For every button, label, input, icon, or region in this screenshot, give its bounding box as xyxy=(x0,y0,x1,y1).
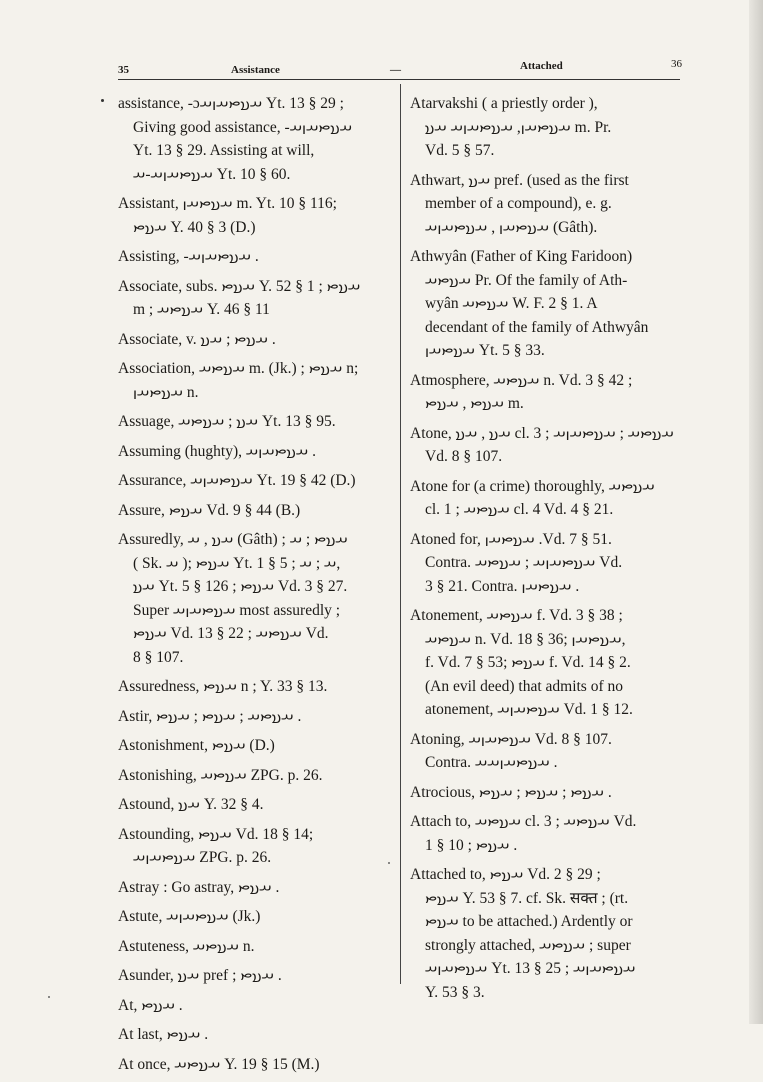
dictionary-entry xyxy=(118,328,396,352)
dictionary-entry xyxy=(118,793,396,817)
entry-continuation: 1 § 10 ; 𐬀𐬯𐬙 . xyxy=(425,836,518,854)
entry-continuation: 3 § 21. Contra. 𐬀𐬯𐬙𐬀𐬥 . xyxy=(425,577,580,595)
ink-speck xyxy=(388,862,390,864)
entry-continuation: 𐬀𐬯𐬙𐬀𐬥 n. xyxy=(133,383,199,401)
entry-continuation: Y. 53 § 3. xyxy=(425,983,485,1001)
entry-continuation: Giving good assistance, -𐬀𐬯𐬙𐬀𐬥𐬀 xyxy=(133,118,353,136)
entry-headline: Astonishment, 𐬀𐬯𐬙 (D.) xyxy=(118,737,275,754)
dictionary-entry xyxy=(410,245,685,363)
page-number-right: 36 xyxy=(671,58,682,70)
entry-continuation: decendant of the family of Athwyân xyxy=(425,318,649,336)
dictionary-entry xyxy=(410,422,685,469)
dictionary-entry xyxy=(118,528,396,669)
entry-headline: Atone for (a crime) thoroughly, 𐬀𐬯𐬙𐬀 xyxy=(410,477,655,495)
entry-headline: Athwart, 𐬀𐬯 pref. (used as the first xyxy=(410,171,629,189)
header-rule xyxy=(118,79,680,80)
entry-continuation: 𐬀𐬯 Yt. 5 § 126 ; 𐬀𐬯𐬙 Vd. 3 § 27. xyxy=(133,578,348,595)
entry-headline: Astuteness, 𐬀𐬯𐬙𐬀 n. xyxy=(118,937,255,955)
dictionary-entry xyxy=(118,245,396,269)
entry-headline: Assuage, 𐬀𐬯 ; 𐬀𐬯𐬙𐬀 Yt. 13 § 95. xyxy=(118,413,336,430)
entry-continuation: 8 § 107. xyxy=(133,648,184,666)
entry-continuation: Vd. 8 § 107. xyxy=(425,448,503,465)
dictionary-entry xyxy=(410,863,685,1004)
page-number-left: 35 xyxy=(118,64,129,76)
entry-continuation: Yt. 13 § 29. Assisting at will, xyxy=(133,142,315,159)
entry-continuation: 𐬀𐬯𐬙𐬀𐬥𐬀-𐬀 Yt. 10 § 60. xyxy=(133,165,291,183)
entry-headline: Assisting, -𐬀𐬯𐬙𐬀𐬥𐬀 . xyxy=(118,248,259,265)
dictionary-entry xyxy=(410,475,685,522)
right-column xyxy=(410,92,685,1010)
entry-headline: Assurance, 𐬀𐬯𐬙𐬀𐬥𐬀 Yt. 19 § 42 (D.) xyxy=(118,472,356,489)
dictionary-entry xyxy=(118,469,396,493)
entry-continuation: f. Vd. 7 § 53; 𐬀𐬯𐬙 f. Vd. 14 § 2. xyxy=(425,654,631,671)
dictionary-entry xyxy=(118,764,396,788)
entry-headline: Astir, 𐬀𐬯𐬙𐬀 ; 𐬀𐬯𐬙 ; 𐬀𐬯𐬙 . xyxy=(118,707,302,725)
dictionary-entry xyxy=(118,734,396,758)
entry-continuation: Contra. 𐬀𐬯𐬙𐬀𐬥𐬀𐬀 . xyxy=(425,754,558,771)
dictionary-entry xyxy=(118,705,396,729)
dictionary-entry xyxy=(410,728,685,775)
entry-headline: Associate, v. 𐬀𐬯𐬙 ; 𐬀𐬯 . xyxy=(118,330,276,348)
entry-headline: Atonement, 𐬀𐬯𐬙𐬀 f. Vd. 3 § 38 ; xyxy=(410,607,623,624)
dictionary-entry xyxy=(410,781,685,805)
entry-continuation: 𐬀𐬯𐬙𐬀𐬥 Yt. 5 § 33. xyxy=(425,342,545,359)
dictionary-entry xyxy=(118,357,396,404)
entry-continuation: 𐬀𐬯𐬙 Y. 40 § 3 (D.) xyxy=(133,218,256,236)
entry-continuation: (An evil deed) that admits of no xyxy=(425,677,624,695)
margin-dot xyxy=(101,99,104,102)
entry-headline: assistance, -ɔ𐬀𐬯𐬙𐬀𐬥𐬀 Yt. 13 § 29 ; xyxy=(118,95,344,112)
entry-continuation: 𐬀𐬯𐬙𐬀 Pr. Of the family of Ath- xyxy=(425,271,628,289)
entry-continuation: 𐬀𐬯𐬙 Y. 53 § 7. cf. Sk. सक्त ; (rt. xyxy=(425,889,629,907)
entry-continuation: Super 𐬀𐬯𐬙𐬀𐬥𐬀 most assuredly ; xyxy=(133,601,341,619)
entry-continuation: Contra. 𐬀𐬯𐬙𐬀𐬥𐬀 ; 𐬀𐬯𐬙𐬀 Vd. xyxy=(425,554,623,571)
left-column xyxy=(118,92,396,1082)
dictionary-entry xyxy=(118,994,396,1018)
dictionary-entry xyxy=(118,192,396,239)
entry-continuation: 𐬀𐬯𐬙 to be attached.) Ardently or xyxy=(425,913,633,930)
entry-continuation: 𐬀𐬯𐬙𐬀𐬥 , 𐬀𐬯𐬙𐬀𐬥𐬀 (Gâth). xyxy=(425,218,598,236)
entry-headline: Associate, subs. 𐬀𐬯𐬙 Y. 52 § 1 ; 𐬀𐬯𐬙 xyxy=(118,277,361,295)
entry-continuation: 𐬀𐬯𐬙 , 𐬀𐬯𐬙 m. xyxy=(425,395,524,412)
page-edge xyxy=(749,0,763,1024)
entry-headline: Astounding, 𐬀𐬯𐬙 Vd. 18 § 14; xyxy=(118,825,314,843)
entry-headline: At last, 𐬀𐬯𐬙 . xyxy=(118,1026,209,1043)
dictionary-entry xyxy=(118,823,396,870)
entry-headline: Assuredness, 𐬀𐬯𐬙 n ; Y. 33 § 13. xyxy=(118,678,328,695)
dictionary-entry xyxy=(118,275,396,322)
entry-headline: Assure, 𐬀𐬯𐬙 Vd. 9 § 44 (B.) xyxy=(118,501,301,519)
entry-headline: Asunder, 𐬀𐬯 pref ; 𐬀𐬯𐬙 . xyxy=(118,967,282,984)
entry-continuation: 𐬀𐬯𐬙𐬀𐬥𐬀 Yt. 13 § 25 ; 𐬀𐬯𐬙𐬀𐬥𐬀 xyxy=(425,960,636,977)
dictionary-entry xyxy=(118,1023,396,1047)
entry-headline: Astonishing, 𐬀𐬯𐬙𐬀 ZPG. p. 26. xyxy=(118,766,323,784)
dictionary-entry xyxy=(118,675,396,699)
entry-headline: Atmosphere, 𐬀𐬯𐬙𐬀 n. Vd. 3 § 42 ; xyxy=(410,371,633,389)
entry-headline: Attach to, 𐬀𐬯𐬙𐬀 cl. 3 ; 𐬀𐬯𐬙𐬀 Vd. xyxy=(410,813,637,830)
entry-continuation: atonement, 𐬀𐬯𐬙𐬀𐬥𐬀 Vd. 1 § 12. xyxy=(425,701,633,718)
dictionary-entry xyxy=(410,810,685,857)
guide-word-right: Attached xyxy=(520,60,563,72)
dictionary-entry xyxy=(118,440,396,464)
dictionary-entry xyxy=(118,92,396,186)
header-dash: — xyxy=(390,64,401,76)
entry-headline: Assuredly, 𐬀𐬯 , 𐬀 (Gâth) ; 𐬀𐬯𐬙 ; 𐬀 xyxy=(118,531,348,548)
entry-headline: Astute, 𐬀𐬯𐬙𐬀𐬥𐬀 (Jk.) xyxy=(118,908,261,925)
entry-headline: Association, 𐬀𐬯𐬙𐬀 m. (Jk.) ; 𐬀𐬯𐬙 n; xyxy=(118,360,359,377)
entry-continuation: 𐬀𐬯𐬙𐬀𐬥𐬀 ZPG. p. 26. xyxy=(133,849,272,866)
entry-continuation: 𐬀𐬯𐬙𐬀 n. Vd. 18 § 36; 𐬀𐬯𐬙𐬀𐬥, xyxy=(425,630,626,648)
entry-continuation: Vd. 5 § 57. xyxy=(425,142,495,159)
entry-headline: Atoned for, 𐬀𐬯𐬙𐬀𐬥 .Vd. 7 § 51. xyxy=(410,530,612,548)
entry-headline: Atrocious, 𐬀𐬯𐬙 ; 𐬀𐬯𐬙 ; 𐬀𐬯𐬙 . xyxy=(410,783,612,801)
dictionary-entry xyxy=(118,1053,396,1077)
dictionary-entry xyxy=(118,410,396,434)
column-divider xyxy=(400,84,401,984)
dictionary-entry xyxy=(118,876,396,900)
entry-continuation: cl. 1 ; 𐬀𐬯𐬙𐬀 cl. 4 Vd. 4 § 21. xyxy=(425,501,614,518)
entry-continuation: 𐬀𐬯𐬙𐬀𐬥, 𐬀𐬯𐬙𐬀𐬥𐬀 𐬀𐬯 m. Pr. xyxy=(425,118,612,136)
entry-headline: Assistant, 𐬀𐬯𐬙𐬀𐬥 m. Yt. 10 § 116; xyxy=(118,195,337,212)
dictionary-entry xyxy=(118,964,396,988)
dictionary-entry xyxy=(118,935,396,959)
entry-continuation: 𐬀𐬯𐬙 Vd. 13 § 22 ; 𐬀𐬯𐬙𐬀 Vd. xyxy=(133,625,329,642)
dictionary-entry xyxy=(410,528,685,599)
entry-continuation: m ; 𐬀𐬯𐬙𐬀 Y. 46 § 11 xyxy=(133,301,270,318)
entry-headline: Assuming (hughty), 𐬀𐬯𐬙𐬀𐬥𐬀 . xyxy=(118,442,317,460)
entry-headline: Attached to, 𐬀𐬯𐬙 Vd. 2 § 29 ; xyxy=(410,866,601,883)
entry-headline: Atoning, 𐬀𐬯𐬙𐬀𐬥𐬀 Vd. 8 § 107. xyxy=(410,730,612,748)
dictionary-entry xyxy=(410,169,685,240)
dictionary-entry xyxy=(410,369,685,416)
entry-headline: Atone, 𐬀𐬯 , 𐬀𐬯 cl. 3 ; 𐬀𐬯𐬙𐬀 ; 𐬀𐬯𐬙𐬀𐬥𐬀 xyxy=(410,424,674,442)
entry-headline: At, 𐬀𐬯𐬙 . xyxy=(118,996,183,1014)
ink-speck xyxy=(48,996,50,998)
entry-continuation: strongly attached, 𐬀𐬯𐬙𐬀 ; super xyxy=(425,936,631,954)
dictionary-entry xyxy=(410,92,685,163)
entry-headline: Astray : Go astray, 𐬀𐬯𐬙 . xyxy=(118,878,280,896)
entry-headline: Astound, 𐬀𐬯 Y. 32 § 4. xyxy=(118,796,264,813)
guide-word-left: Assistance xyxy=(231,64,280,76)
entry-headline: At once, 𐬀𐬯𐬙𐬀 Y. 19 § 15 (M.) xyxy=(118,1055,320,1073)
entry-continuation: member of a compound), e. g. xyxy=(425,195,612,212)
entry-headline: Atarvakshi ( a priestly order ), xyxy=(410,95,598,112)
dictionary-entry xyxy=(118,499,396,523)
entry-continuation: wyân 𐬀𐬯𐬙𐬀 W. F. 2 § 1. A xyxy=(425,295,598,312)
entry-continuation: ( Sk. 𐬀 ); 𐬀𐬯𐬙 Yt. 1 § 5 ; 𐬀 ; 𐬀, xyxy=(133,554,341,572)
entry-headline: Athwyân (Father of King Faridoon) xyxy=(410,248,633,265)
dictionary-entry xyxy=(118,905,396,929)
dictionary-entry xyxy=(410,604,685,722)
